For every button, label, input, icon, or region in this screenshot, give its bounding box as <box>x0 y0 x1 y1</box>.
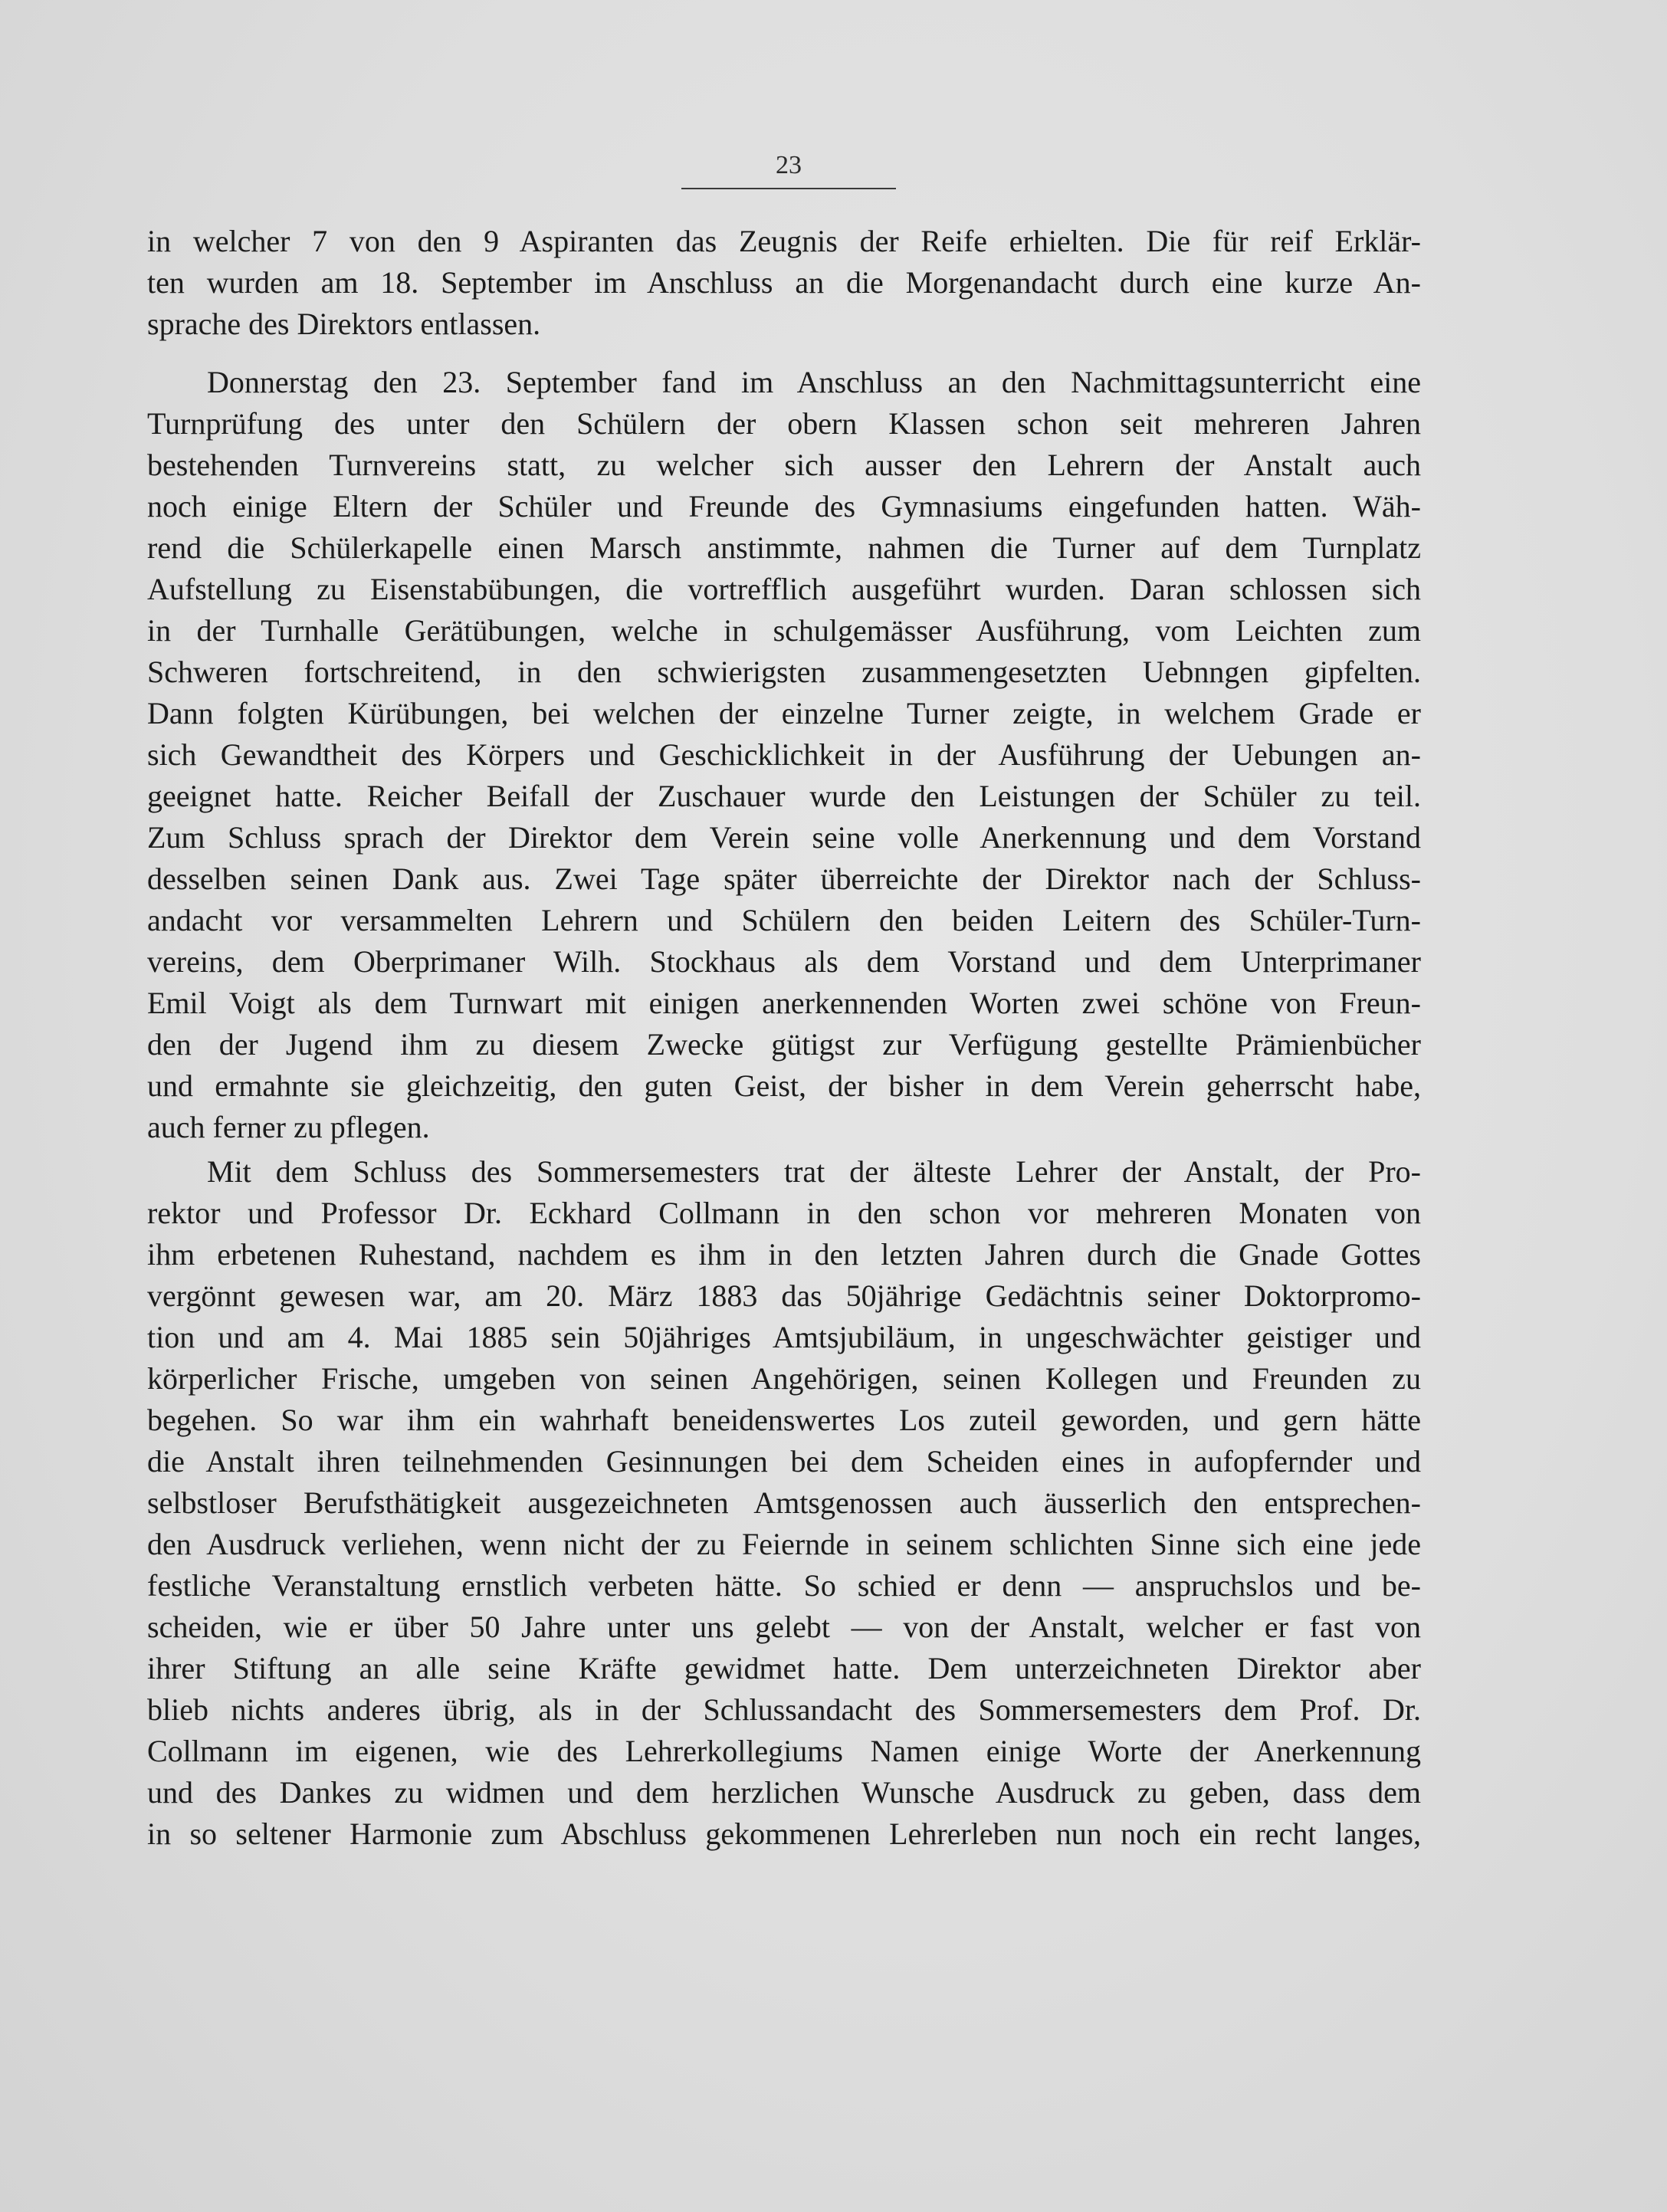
text-line: rend die Schülerkapelle einen Marsch anstimmte, nahmen die Turner auf dem Turnplatz <box>147 530 1421 565</box>
text-line: Donnerstag den 23. September fand im Anschluss an den Nachmittagsunterricht eine <box>207 365 1421 399</box>
text-line: vergönnt gewesen war, am 20. März 1883 das 50jährige Gedächtnis seiner Doktorpromo- <box>147 1278 1421 1313</box>
text-line: ihrer Stiftung an alle seine Kräfte gewidmet hatte. Dem unterzeichneten Direktor aber <box>147 1651 1421 1685</box>
text-line: blieb nichts anderes übrig, als in der Schlussandacht des Sommersemesters dem Prof. Dr. <box>147 1692 1421 1727</box>
text-line: auch ferner zu pflegen. <box>147 1110 430 1144</box>
text-line: tion und am 4. Mai 1885 sein 50jähriges Amtsjubiläum, in ungeschwächter geistiger und <box>147 1320 1421 1354</box>
header-rule <box>681 188 896 189</box>
text-line: Zum Schluss sprach der Direktor dem Verein seine volle Anerkennung und dem Vorstand <box>147 820 1421 855</box>
text-line: sich Gewandtheit des Körpers und Geschicklichkeit in der Ausführung der Uebungen an- <box>147 737 1421 772</box>
text-line: Collmann im eigenen, wie des Lehrerkollegiums Namen einige Worte der Anerkennung <box>147 1734 1421 1768</box>
text-line: desselben seinen Dank aus. Zwei Tage später überreichte der Direktor nach der Schluss- <box>147 861 1421 896</box>
text-line: vereins, dem Oberprimaner Wilh. Stockhaus als dem Vorstand und dem Unterprimaner <box>147 944 1421 979</box>
text-line: Emil Voigt als dem Turnwart mit einigen anerkennenden Worten zwei schöne von Freun- <box>147 986 1421 1020</box>
text-line: noch einige Eltern der Schüler und Freunde des Gymnasiums eingefunden hatten. Wäh- <box>147 489 1421 523</box>
text-line: andacht vor versammelten Lehrern und Schülern den beiden Leitern des Schüler-Turn- <box>147 903 1421 937</box>
text-line: sprache des Direktors entlassen. <box>147 307 541 341</box>
text-line: in der Turnhalle Gerätübungen, welche in schulgemässer Ausführung, vom Leichten zum <box>147 613 1421 648</box>
page-number: 23 <box>776 151 802 179</box>
text-line: scheiden, wie er über 50 Jahre unter uns gelebt — von der Anstalt, welcher er fast von <box>147 1610 1421 1644</box>
text-line: Dann folgten Kürübungen, bei welchen der einzelne Turner zeigte, in welchem Grade er <box>147 696 1421 730</box>
text-line: und ermahnte sie gleichzeitig, den guten Geist, der bisher in dem Verein geherrscht habe, <box>147 1068 1421 1103</box>
text-line: und des Dankes zu widmen und dem herzlichen Wunsche Ausdruck zu geben, dass dem <box>147 1775 1421 1810</box>
text-line: ten wurden am 18. September im Anschluss an die Morgenandacht durch eine kurze An- <box>147 265 1421 300</box>
text-line: selbstloser Berufsthätigkeit ausgezeichneten Amtsgenossen auch äusserlich den entsprechen- <box>147 1485 1421 1520</box>
text-line: rektor und Professor Dr. Eckhard Collmann in den schon vor mehreren Monaten von <box>147 1196 1421 1230</box>
text-line: in welcher 7 von den 9 Aspiranten das Zeugnis der Reife erhielten. Die für reif Erklär- <box>147 224 1421 258</box>
text-line: Mit dem Schluss des Sommersemesters trat der älteste Lehrer der Anstalt, der Pro- <box>207 1154 1421 1189</box>
text-line: bestehenden Turnvereins statt, zu welcher sich ausser den Lehrern der Anstalt auch <box>147 448 1421 482</box>
paragraph-3 <box>147 1151 1421 1855</box>
text-line: Turnprüfung des unter den Schülern der obern Klassen schon seit mehreren Jahren <box>147 406 1421 441</box>
text-line: Aufstellung zu Eisenstabübungen, die vortrefflich ausgeführt wurden. Daran schlossen sich <box>147 572 1421 606</box>
text-line: die Anstalt ihren teilnehmenden Gesinnungen bei dem Scheiden eines in aufopfernder und <box>147 1444 1421 1478</box>
text-line: ihm erbetenen Ruhestand, nachdem es ihm in den letzten Jahren durch die Gnade Gottes <box>147 1237 1421 1272</box>
text-line: in so seltener Harmonie zum Abschluss gekommenen Lehrerleben nun noch ein recht langes, <box>147 1817 1421 1851</box>
text-line: den Ausdruck verliehen, wenn nicht der zu Feiernde in seinem schlichten Sinne sich eine jede <box>147 1527 1421 1561</box>
text-line: den der Jugend ihm zu diesem Zwecke gütigst zur Verfügung gestellte Prämienbücher <box>147 1027 1421 1062</box>
paragraph-1 <box>147 221 1421 345</box>
paragraph-2 <box>147 362 1421 1148</box>
text-line: geeignet hatte. Reicher Beifall der Zuschauer wurde den Leistungen der Schüler zu teil. <box>147 779 1421 813</box>
text-line: körperlicher Frische, umgeben von seinen Angehörigen, seinen Kollegen und Freunden zu <box>147 1361 1421 1396</box>
text-line: begehen. So war ihm ein wahrhaft beneidenswertes Los zuteil geworden, und gern hätte <box>147 1403 1421 1437</box>
text-line: festliche Veranstaltung ernstlich verbeten hätte. So schied er denn — anspruchslos und be- <box>147 1568 1421 1603</box>
text-line: Schweren fortschreitend, in den schwierigsten zusammengesetzten Uebnngen gipfelten. <box>147 655 1421 689</box>
